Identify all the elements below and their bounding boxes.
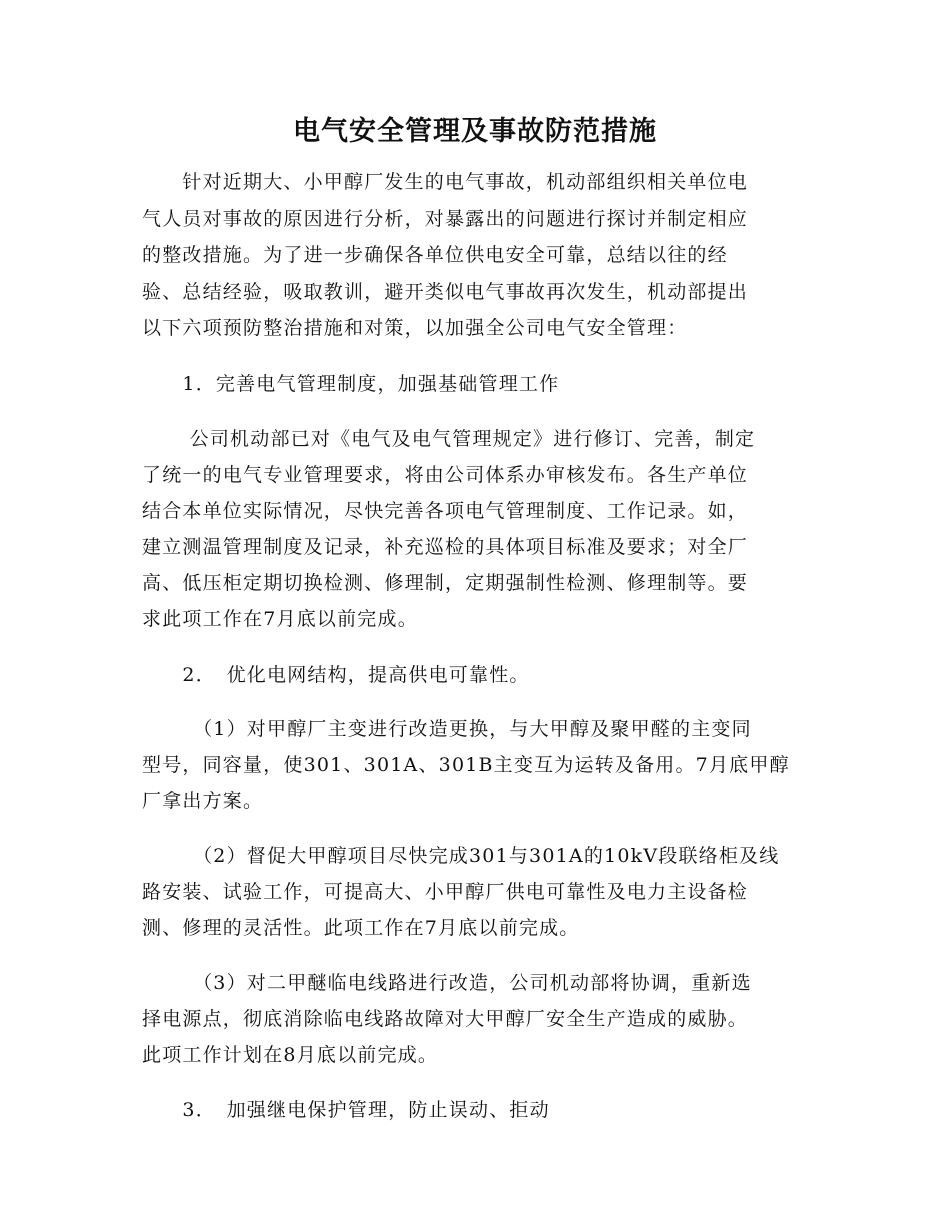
section-1-line-4: 建立测温管理制度及记录，补充巡检的具体项目标准及要求；对全厂 (142, 536, 749, 558)
section-1-line-1: 公司机动部已对《电气及电气管理规定》进行修订、完善，制定 (142, 428, 756, 450)
section-1-line-3: 结合本单位实际情况，尽快完善各项电气管理制度、工作记录。如， (142, 500, 749, 522)
item-1-line-2: 型号，同容量，使301、301A、301B主变互为运转及备用。7月底甲醇 (142, 754, 790, 776)
intro-line-2: 气人员对事故的原因进行分析，对暴露出的问题进行探讨并制定相应 (142, 208, 749, 230)
item-3-line-3: 此项工作计划在8月底以前完成。 (142, 1044, 439, 1066)
item-2-line-3: 测、修理的灵活性。此项工作在7月底以前完成。 (142, 917, 580, 939)
section-1-heading: 1．完善电气管理制度，加强基础管理工作 (142, 373, 560, 395)
intro-line-1: 针对近期大、小甲醇厂发生的电气事故，机动部组织相关单位电 (142, 171, 749, 193)
intro-line-3: 的整改措施。为了进一步确保各单位供电安全可靠，总结以往的经 (142, 244, 728, 266)
section-2-heading: 2． 优化电网结构，提高供电可靠性。 (142, 664, 530, 686)
document-title: 电气安全管理及事故防范措施 (293, 116, 657, 147)
intro-line-4: 验、总结经验，吸取教训，避开类似电气事故再次发生，机动部提出 (142, 281, 749, 303)
item-2-line-2: 路安装、试验工作，可提高大、小甲醇厂供电可靠性及电力主设备检 (142, 881, 749, 903)
section-1-line-5: 高、低压柜定期切换检测、修理制，定期强制性检测、修理制等。要 (142, 572, 749, 594)
item-3-line-1: （3）对二甲醚临电线路进行改造，公司机动部将协调，重新选 (142, 972, 752, 994)
item-2-line-1: （2）督促大甲醇项目尽快完成301与301A的10kV段联络柜及线 (142, 845, 780, 867)
intro-line-5: 以下六项预防整治措施和对策，以加强全公司电气安全管理： (142, 317, 688, 339)
section-1-line-6: 求此项工作在7月底以前完成。 (142, 608, 418, 630)
section-1-line-2: 了统一的电气专业管理要求，将由公司体系办审核发布。各生产单位 (142, 464, 749, 486)
section-3-heading: 3． 加强继电保护管理，防止误动、拒动 (142, 1099, 550, 1121)
item-3-line-2: 择电源点，彻底消除临电线路故障对大甲醇厂安全生产造成的威胁。 (142, 1008, 749, 1030)
item-1-line-3: 厂拿出方案。 (142, 790, 264, 812)
item-1-line-1: （1）对甲醇厂主变进行改造更换，与大甲醇及聚甲醛的主变同 (142, 718, 752, 740)
